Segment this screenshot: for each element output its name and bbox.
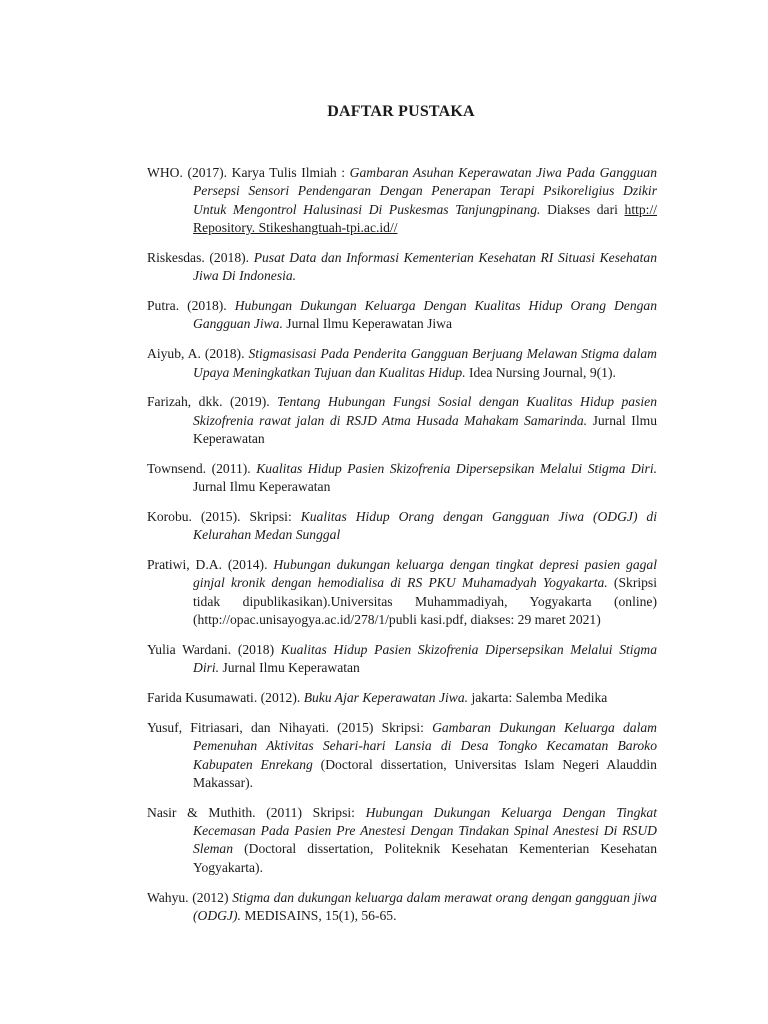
reference-title: Stigma dan dukungan keluarga dalam merawat orang dengan gangguan jiwa (ODGJ).: [193, 889, 657, 923]
reference-entry: [147, 393, 657, 448]
reference-entry: [147, 460, 657, 497]
reference-lead: Yulia Wardani. (2018): [147, 641, 281, 657]
reference-lead: Farizah, dkk. (2019).: [147, 394, 278, 410]
reference-lead: Wahyu. (2012): [147, 889, 233, 905]
reference-lead: Aiyub, A. (2018).: [147, 346, 249, 362]
reference-tail: MEDISAINS, 15(1), 56-65.: [240, 907, 397, 923]
reference-link[interactable]: http:// Repository. Stikeshangtuah-tpi.ac.id//: [193, 201, 657, 236]
reference-tail: jakarta: Salemba Medika: [468, 690, 608, 706]
reference-lead: WHO. (2017). Karya Tulis Ilmiah :: [147, 165, 350, 180]
reference-title: Kualitas Hidup Orang dengan Gangguan Jiwa (ODGJ) di Kelurahan Medan Sunggal: [193, 508, 657, 543]
reference-tail: Jurnal Ilmu Keperawatan: [219, 660, 360, 676]
reference-entry: [147, 889, 657, 926]
reference-entry: [147, 249, 657, 286]
page-title: DAFTAR PUSTAKA: [327, 103, 475, 120]
reference-lead: Yusuf, Fitriasari, dan Nihayati. (2015) Skripsi:: [147, 719, 433, 735]
reference-tail: Jurnal Ilmu Keperawatan: [193, 412, 657, 447]
reference-title: Hubungan dukungan keluarga dengan tingkat depresi pasien gagal ginjal kronik dengan hemodialisa di RS PKU Muhamadyah Yogyakarta.: [193, 556, 657, 591]
reference-title: Gambaran Dukungan Keluarga dalam Pemenuhan Aktivitas Sehari-hari Lansia di Desa Tongko Kecamatan Baroko Kabupaten Enrekang: [193, 719, 657, 772]
reference-entry: [147, 556, 657, 630]
reference-title: Stigmasisasi Pada Penderita Gangguan Berjuang Melawan Stigma dalam Upaya Meningkatkan Tujuan dan Kualitas Hidup.: [193, 346, 657, 380]
reference-list: [147, 164, 657, 937]
reference-lead: Pratiwi, D.A. (2014).: [147, 556, 274, 572]
reference-tail: (Doctoral dissertation, Politeknik Kesehatan Kementerian Kesehatan Yogyakarta).: [193, 841, 657, 875]
reference-entry: [147, 641, 657, 678]
reference-entry: [147, 164, 657, 238]
reference-tail: (Doctoral dissertation, Universitas Islam Negeri Alauddin Makassar).: [193, 756, 657, 790]
reference-lead: Farida Kusumawati. (2012).: [147, 690, 304, 706]
reference-title: Gambaran Asuhan Keperawatan Jiwa Pada Gangguan Persepsi Sensori Pendengaran Dengan Penerapan Terapi Psikoreligius Dzikir Untuk Mengontrol Halusinasi Di Puskesmas Tanjungpinang.: [193, 165, 657, 217]
reference-title: Kualitas Hidup Pasien Skizofrenia Dipersepsikan Melalui Stigma Diri.: [256, 460, 657, 476]
reference-title: Hubungan Dukungan Keluarga Dengan Tingkat Kecemasan Pada Pasien Pre Anestesi Dengan Tindakan Spinal Anestesi Di RSUD Sleman: [193, 804, 657, 857]
reference-title: Tentang Hubungan Fungsi Sosial dengan Kualitas Hidup pasien Skizofrenia rawat jalan di RSJD Atma Husada Mahakam Samarinda.: [193, 394, 657, 428]
reference-tail: Jurnal Ilmu Keperawatan: [193, 479, 331, 495]
reference-tail: Jurnal Ilmu Keperawatan Jiwa: [282, 316, 452, 332]
reference-title: Kualitas Hidup Pasien Skizofrenia Dipersepsikan Melalui Stigma Diri.: [193, 641, 657, 676]
reference-title: Pusat Data dan Informasi Kementerian Kesehatan RI Situasi Kesehatan Jiwa Di Indonesia.: [193, 249, 657, 284]
reference-lead: Putra. (2018).: [147, 298, 235, 314]
reference-entry: [147, 508, 657, 545]
reference-entry: [147, 345, 657, 382]
reference-entry: [147, 804, 657, 878]
reference-title: Buku Ajar Keperawatan Jiwa.: [303, 690, 469, 706]
reference-entry: [147, 689, 657, 707]
reference-tail: (Skripsi tidak dipublikasikan).Universitas Muhammadiyah, Yogyakarta (online) (http://opac.unisayogya.ac.id/278/1/publi kasi.pdf, diakses: 29 maret 2021): [193, 575, 657, 628]
reference-lead: Korobu. (2015). Skripsi:: [147, 508, 301, 524]
reference-lead: Riskesdas. (2018).: [147, 249, 254, 265]
reference-title: Hubungan Dukungan Keluarga Dengan Kualitas Hidup Orang Dengan Gangguan Jiwa.: [193, 298, 658, 332]
reference-tail: Idea Nursing Journal, 9(1).: [465, 364, 616, 380]
reference-entry: [147, 719, 657, 793]
reference-tail: Diakses dari: [540, 201, 625, 217]
reference-lead: Nasir & Muthith. (2011) Skripsi:: [147, 804, 366, 820]
reference-entry: [147, 297, 657, 334]
reference-lead: Townsend. (2011).: [147, 460, 257, 476]
